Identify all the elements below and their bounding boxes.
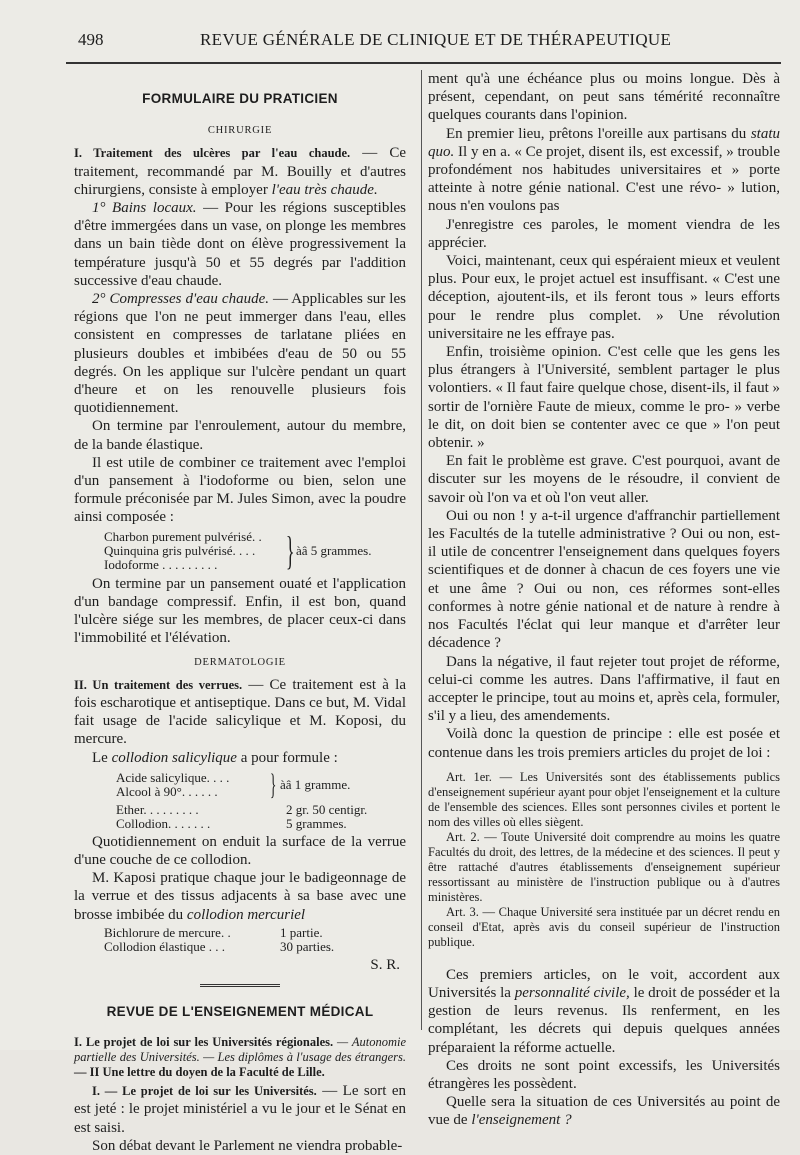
section-title-formulaire: FORMULAIRE DU PRATICIEN [142, 91, 338, 106]
paragraph: Ces premiers articles, on le voit, accordent aux Universités la personnalité civile, le droit de posséder et la gestion de leurs revenus. Ils renferment, en les complétant, les décrets qui depuis quelques années préparaient la réforme actuelle. [428, 966, 780, 1056]
paragraph: Oui ou non ! y a-t-il urgence d'affranchir partiellement les Facultés de la tutelle administrative ? Oui ou non, est-il utile de concentrer l'enseignement dans quelques foyers scientifiques et de donner à chacun de ces foyers une vie et une âme ? Oui ou non, ces réformes sont-elles conformes à notre génie national et de nature à rendre à nos Facultés l'éclat qui leur manque et d'arrêter leur décadence ? [428, 507, 780, 652]
subsection-dermatologie: DERMATOLOGIE [194, 657, 286, 669]
paragraph: Enfin, troisième opinion. C'est celle que les gens les plus étrangers à l'Université, semblent partager le plus volontiers. « Il faut faire quelque chose, disent-ils, il faut » sortir de l'ornière Faute de mieux, comme le pro- » verbe le dit, on doit bien se contenter avec ce que » l'on peut obtenir. » [428, 344, 780, 452]
paragraph: I. — Le projet de loi sur les Universités. — Le sort en est jeté : le projet ministériel a vu le jour et le Sénat en est saisi. [74, 1083, 407, 1136]
summary: I. Le projet de loi sur les Universités régionales. — Autonomie partielle des Universités. — Les diplômes à l'usage des étrangers. — II Une lettre du doyen de la Faculté de Lille. [74, 1035, 406, 1080]
brace-icon: } [285, 527, 295, 573]
brace-icon: } [269, 767, 277, 801]
header-rule [66, 62, 781, 64]
article-lead: I. Traitement des ulcères par l'eau chaude. [74, 146, 351, 161]
subsection-chirurgie: CHIRURGIE [207, 125, 273, 137]
right-column [428, 70, 780, 1130]
paragraph: Quotidiennement on enduit la surface de la verrue d'une couche de ce collodion. [74, 833, 406, 868]
paragraph: Dans la négative, il faut rejeter tout projet de réforme, celui-ci comme les autres. Dans l'affirmative, il faut en accepter le principe, tout au moins et, après cela, formuler, s'il y a lieu, des amendements. [428, 653, 780, 725]
section-separator [200, 984, 280, 987]
paragraph: En fait le problème est grave. C'est pourquoi, avant de discuter sur les moyens de le résoudre, il convient de savoir où l'on va et où l'on veut aller. [428, 453, 780, 506]
formula-powder: Charbon purement pulvérisé. . Quinquina gris pulvérisé. . . . Iodoforme . . . . . . . . . } àâ 5 grammes. [104, 530, 406, 572]
law-article: Art. 2. — Toute Université doit comprendre au moins les quatre Facultés du droit, des lettres, de la médecine et des sciences. Il peut y être rattaché d'autres établissements d'enseignement supérieur ressortissant au ministère de l'instruction publique ou à d'autres ministères. [428, 829, 780, 904]
paragraph: On termine par un pansement ouaté et l'application d'un bandage compressif. Enfin, il est bon, quand l'ulcère siége sur les membres, de placer ceux-ci dans l'immobilité et l'élévation. [74, 575, 406, 647]
paragraph: Voici, maintenant, ceux qui espéraient mieux et veulent plus. Pour eux, le projet actuel est insuffisant. « C'est une déception, ajoutent-ils, et ils feront tous » leurs efforts pour le rendre plus complet. » Une révolution universitaire ne les effraye pas. [428, 253, 780, 342]
paragraph: Voilà donc la question de principe : elle est posée et contenue dans les trois premiers articles du projet de loi : [428, 726, 780, 761]
column-divider [421, 70, 422, 1030]
law-article: Art. 3. — Chaque Université sera instituée par un décret rendu en conseil d'Etat, après avis du conseil supérieur de l'instruction publique. [428, 904, 780, 949]
paragraph: J'enregistre ces paroles, le moment viendra de les apprécier. [428, 216, 780, 251]
formula-collodion-rows: Ether. . . . . . . . . 2 gr. 50 centigr. Collodion. . . . . . . 5 grammes. [116, 801, 368, 831]
left-column [74, 70, 406, 1155]
paragraph: En premier lieu, prêtons l'oreille aux partisans du statu quo. Il y en a. « Ce projet, disent ils, est excessif, » trouble profondément nos habitudes universitaires et » porte atteinte à notre génie national. C'est une révo- » lution, nous n'en voulons pas [428, 125, 780, 215]
formula-collodion-grouped: Acide salicylique. . . . Alcool à 90°. . . . . . } àâ 1 gramme. [116, 767, 351, 801]
paragraph: ment qu'à une échéance plus ou moins longue. Dès à présent, cependant, on peut sans témérité reconnaître quelques courants dans l'opinion. [428, 71, 780, 124]
paragraph: M. Kaposi pratique chaque jour le badigeonnage de la verrue et des tissus adjacents à sa base avec une brosse imbibée du collodion mercuriel [74, 870, 406, 923]
paragraph: Ces droits ne sont point excessifs, les Universités étrangères les possèdent. [428, 1057, 780, 1092]
paragraph: Il est utile de combiner ce traitement avec l'emploi d'un pansement à l'iodoforme ou bien, selon une formule préconisée par M. Jules Simon, avec la poudre ainsi composée : [74, 454, 406, 526]
paragraph: Quelle sera la situation de ces Universités au point de vue de l'enseignement ? [428, 1094, 780, 1129]
paragraph: II. Un traitement des verrues. — Ce traitement est à la fois escharotique et antiseptique. Dans ce but, M. Vidal fait usage de l'acide salicylique et M. Koposi, du mercure. [74, 676, 406, 748]
paragraph: 2° Compresses d'eau chaude. — Applicables sur les régions que l'on ne peut immerger dans l'eau, elles consistent en compresses de tarlatane pliées en plusieurs doubles et imbibées d'eau de 50 ou 55 degrés. On les applique sur l'ulcère pendant un quart d'heure et on les renouvelle plusieurs fois quotidiennement. [74, 291, 406, 417]
section-title-revue: REVUE DE L'ENSEIGNEMENT MÉDICAL [106, 1003, 374, 1019]
paragraph: I. Traitement des ulcères par l'eau chaude. — Ce traitement, recommandé par M. Bouilly et d'autres chirurgiens, consiste à employer l'eau très chaude. [74, 145, 406, 198]
paragraph: 1° Bains locaux. — Pour les régions susceptibles d'être immergées dans un vase, on plonge les membres dans un bain tiède dont on élève progressivement la température jusqu'à 50 et 55 degrés par l'addition successive d'eau chaude. [74, 200, 406, 289]
paragraph: On termine par l'enroulement, autour du membre, de la bande élastique. [74, 418, 406, 453]
page-number: 498 [78, 30, 104, 49]
running-header [78, 30, 774, 52]
paragraph: Le collodion salicylique a pour formule : [92, 749, 338, 766]
law-article: Art. 1er. — Les Universités sont des établissements publics d'enseignement supérieur ayant pour objet l'enseignement et la culture de l'ensemble des sciences. Elles sont personnes civiles et portent le nom des villes où elles siègent. [428, 769, 780, 829]
formula-mercury: Bichlorure de mercure. . 1 partie. Collodion élastique . . . 30 parties. [104, 924, 335, 954]
author-signature: S. R. [370, 956, 400, 973]
formula-dose: àâ 5 grammes. [296, 542, 372, 558]
journal-title: REVUE GÉNÉRALE DE CLINIQUE ET DE THÉRAPEUTIQUE [200, 30, 672, 49]
article-lead: II. Un traitement des verrues. [74, 677, 243, 692]
paragraph: Son débat devant le Parlement ne viendra probable- [92, 1137, 403, 1154]
